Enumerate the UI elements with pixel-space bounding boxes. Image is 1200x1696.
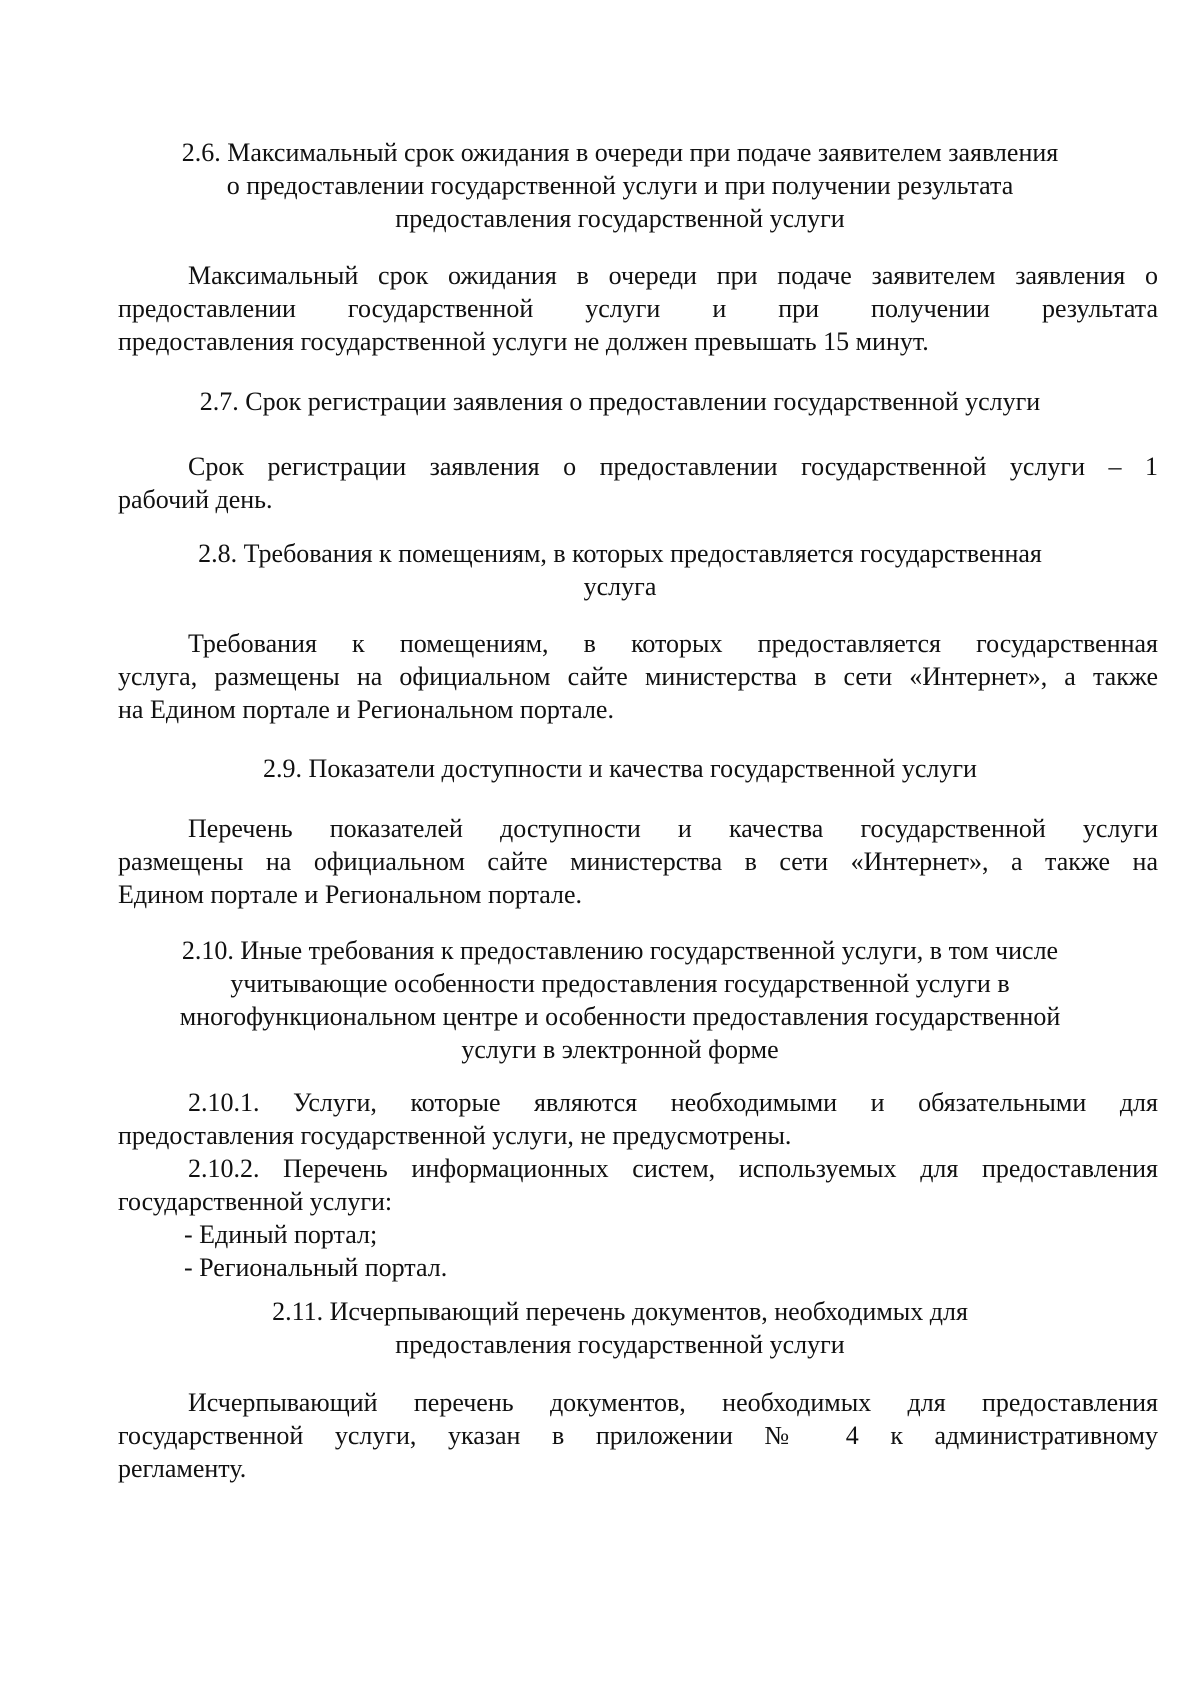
heading-line: 2.9. Показатели доступности и качества государственной услуги: [263, 754, 977, 783]
heading-line: 2.10. Иные требования к предоставлению государственной услуги, в том числе: [181, 936, 1059, 965]
section-2-9-heading: [160, 752, 1080, 785]
heading-line: 2.7. Срок регистрации заявления о предоставлении государственной услуги: [199, 387, 1041, 416]
paragraph-line: предоставлении государственной услуги и при получении результата: [118, 294, 1158, 323]
paragraph-line: государственной услуги, указан в приложении № 4 к административному: [118, 1421, 1158, 1450]
section-2-8-paragraph: [118, 627, 1158, 726]
heading-line: предоставления государственной услуги: [395, 204, 845, 233]
section-2-6-heading: [160, 136, 1080, 235]
section-2-6-paragraph: [118, 259, 1158, 358]
paragraph-line: Исчерпывающий перечень документов, необходимых для предоставления: [188, 1388, 1158, 1417]
paragraph-line: государственной услуги:: [118, 1187, 393, 1216]
section-2-10-paragraph: [118, 1086, 1158, 1284]
paragraph-line: размещены на официальном сайте министерства в сети «Интернет», а также на: [118, 847, 1158, 876]
paragraph-line: 2.10.2. Перечень информационных систем, используемых для предоставления: [188, 1154, 1158, 1183]
paragraph-line: услуга, размещены на официальном сайте министерства в сети «Интернет», а также: [118, 662, 1158, 691]
heading-line: 2.11. Исчерпывающий перечень документов, необходимых для: [272, 1297, 968, 1326]
paragraph-line: на Едином портале и Региональном портале.: [118, 695, 614, 724]
list-item: - Региональный портал.: [184, 1253, 448, 1282]
paragraph-line: Требования к помещениям, в которых предоставляется государственная: [188, 629, 1158, 658]
section-2-9-paragraph: [118, 812, 1158, 911]
paragraph-line: предоставления государственной услуги не должен превышать 15 минут.: [118, 327, 929, 356]
paragraph-line: Срок регистрации заявления о предоставлении государственной услуги – 1: [188, 452, 1158, 481]
section-2-11-paragraph: [118, 1386, 1158, 1485]
heading-line: услуга: [583, 572, 657, 601]
paragraph-line: регламенту.: [118, 1454, 247, 1483]
paragraph-line: Максимальный срок ожидания в очереди при подаче заявителем заявления о: [188, 261, 1158, 290]
heading-line: 2.6. Максимальный срок ожидания в очереди при подаче заявителем заявления: [181, 138, 1059, 167]
heading-line: 2.8. Требования к помещениям, в которых предоставляется государственная: [198, 539, 1042, 568]
section-2-7-heading: [160, 385, 1080, 418]
paragraph-line: предоставления государственной услуги, не предусмотрены.: [118, 1121, 792, 1150]
paragraph-line: рабочий день.: [118, 485, 273, 514]
paragraph-line: Перечень показателей доступности и качества государственной услуги: [188, 814, 1158, 843]
heading-line: предоставления государственной услуги: [395, 1330, 845, 1359]
section-2-11-heading: [160, 1295, 1080, 1361]
heading-line: услуги в электронной форме: [461, 1035, 779, 1064]
paragraph-line: 2.10.1. Услуги, которые являются необходимыми и обязательными для: [188, 1088, 1158, 1117]
section-2-7-paragraph: [118, 450, 1158, 516]
section-2-8-heading: [160, 537, 1080, 603]
list-item: - Единый портал;: [184, 1220, 378, 1249]
section-2-10-heading: [140, 934, 1100, 1066]
heading-line: о предоставлении государственной услуги и при получении результата: [226, 171, 1014, 200]
paragraph-line: Едином портале и Региональном портале.: [118, 880, 583, 909]
heading-line: многофункциональном центре и особенности предоставления государственной: [179, 1002, 1061, 1031]
heading-line: учитывающие особенности предоставления государственной услуги в: [230, 969, 1010, 998]
